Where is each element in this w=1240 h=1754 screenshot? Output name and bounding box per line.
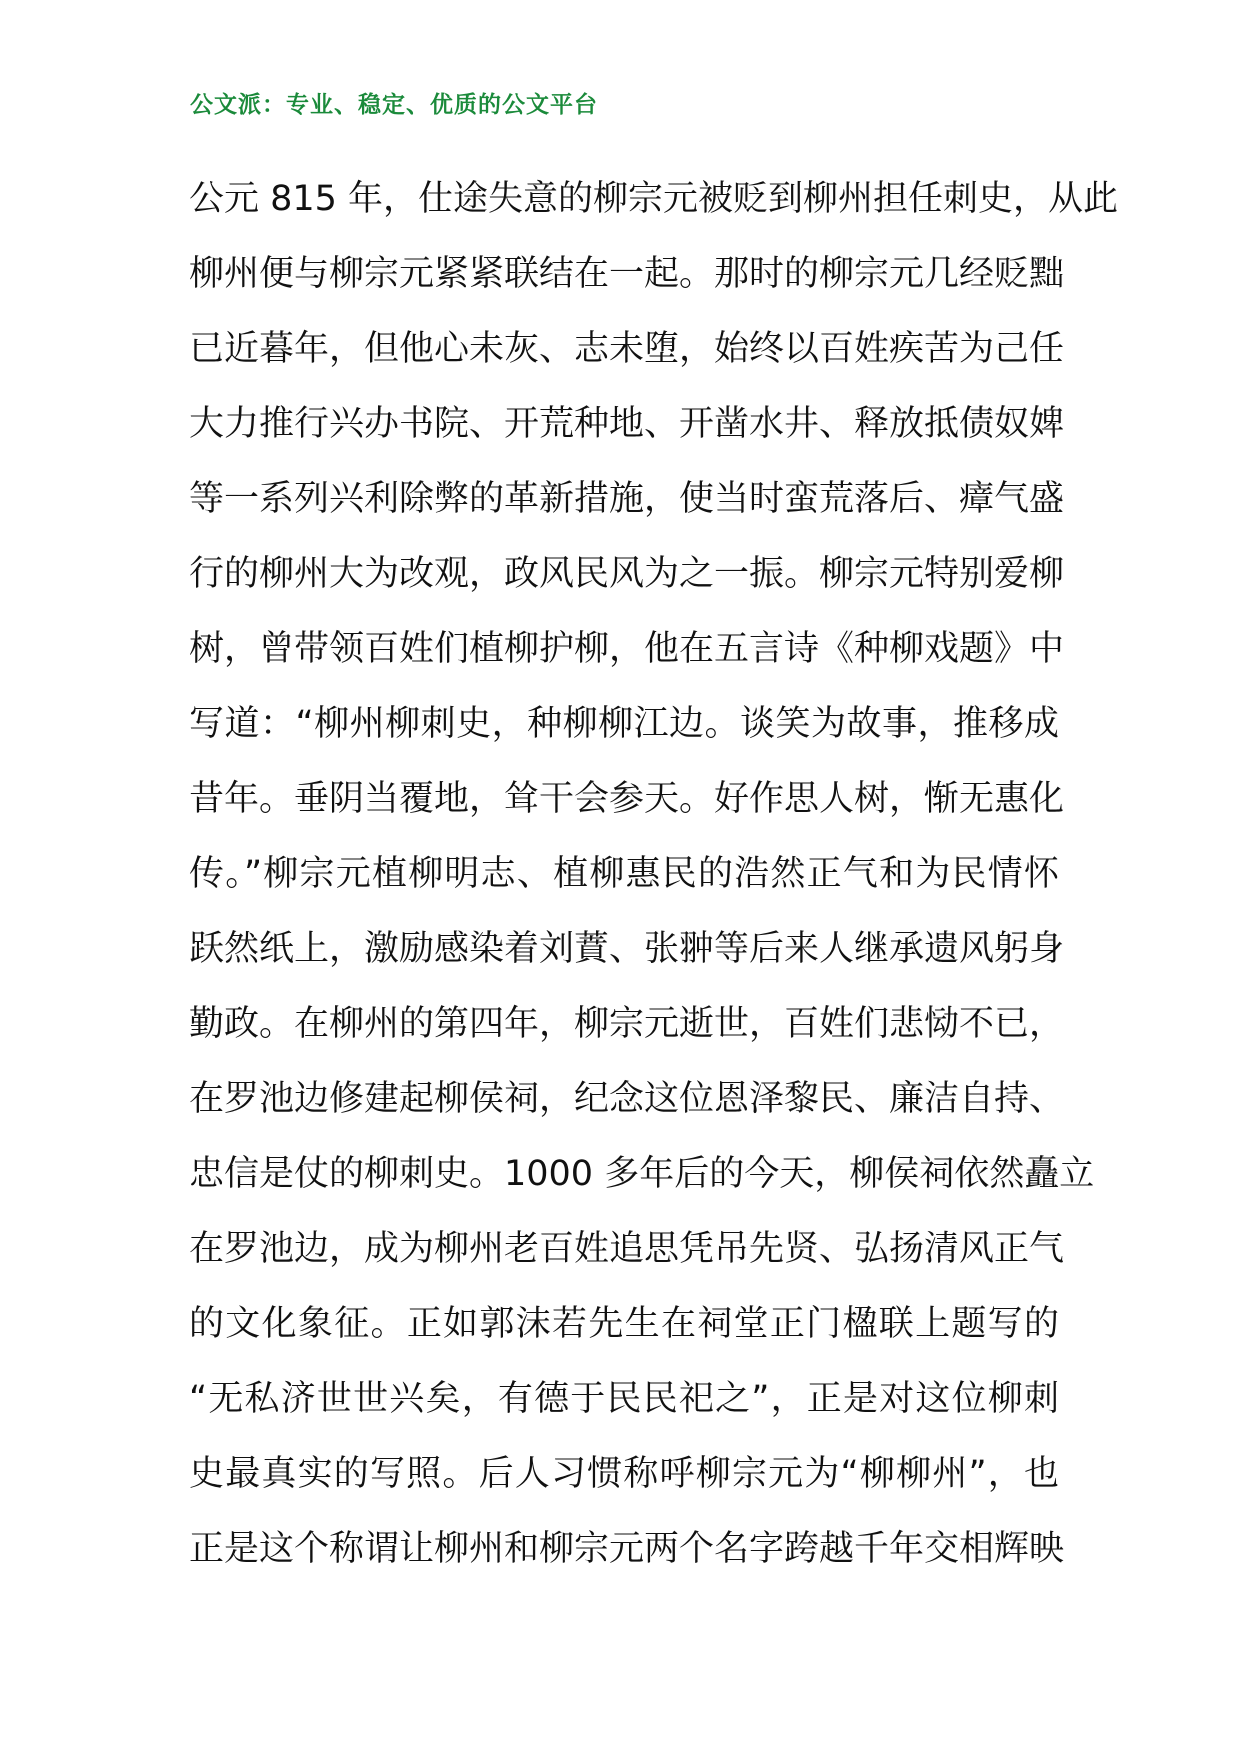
paragraph-line: 跃然纸上，激励感染着刘蕡、张翀等后来人继承遗风躬身	[189, 929, 1065, 969]
paragraph-line: 树，曾带领百姓们植柳护柳，他在五言诗《种柳戏题》中	[189, 629, 1065, 669]
paragraph-line: 忠信是仗的柳刺史。1000 多年后的今天，柳侯祠依然矗立	[189, 1154, 1095, 1194]
paragraph-line: 在罗池边，成为柳州老百姓追思凭吊先贤、弘扬清风正气	[189, 1229, 1065, 1269]
header-title: 公文派：专业、稳定、优质的公文平台	[190, 92, 598, 118]
body-text	[189, 169, 1119, 1594]
paragraph-line: 写道：“柳州柳刺史，种柳柳江边。谈笑为故事，推移成	[189, 704, 1059, 744]
paragraph-line: 正是这个称谓让柳州和柳宗元两个名字跨越千年交相辉映	[189, 1529, 1065, 1569]
paragraph-line: 昔年。垂阴当覆地，耸干会参天。好作思人树，惭无惠化	[189, 779, 1065, 819]
paragraph-line: 勤政。在柳州的第四年，柳宗元逝世，百姓们悲恸不已，	[189, 1004, 1065, 1044]
paragraph-line: 的文化象征。正如郭沫若先生在祠堂正门楹联上题写的	[189, 1304, 1059, 1344]
paragraph-line: 已近暮年，但他心未灰、志未堕，始终以百姓疾苦为己任	[189, 329, 1065, 369]
paragraph-line: 等一系列兴利除弊的革新措施，使当时蛮荒落后、瘴气盛	[189, 479, 1065, 519]
paragraph-line: 公元 815 年，仕途失意的柳宗元被贬到柳州担任刺史，从此	[189, 179, 1119, 219]
paragraph-line: 传。”柳宗元植柳明志、植柳惠民的浩然正气和为民情怀	[189, 854, 1059, 894]
paragraph-line: 在罗池边修建起柳侯祠，纪念这位恩泽黎民、廉洁自持、	[189, 1079, 1065, 1119]
paragraph-line: 史最真实的写照。后人习惯称呼柳宗元为“柳柳州”，也	[189, 1454, 1059, 1494]
paragraph-line: “无私济世世兴矣，有德于民民祀之”，正是对这位柳刺	[189, 1379, 1059, 1419]
paragraph-line: 行的柳州大为改观，政风民风为之一振。柳宗元特别爱柳	[189, 554, 1065, 594]
paragraph-line: 柳州便与柳宗元紧紧联结在一起。那时的柳宗元几经贬黜	[189, 254, 1065, 294]
paragraph-line: 大力推行兴办书院、开荒种地、开凿水井、释放抵债奴婢	[189, 404, 1065, 444]
